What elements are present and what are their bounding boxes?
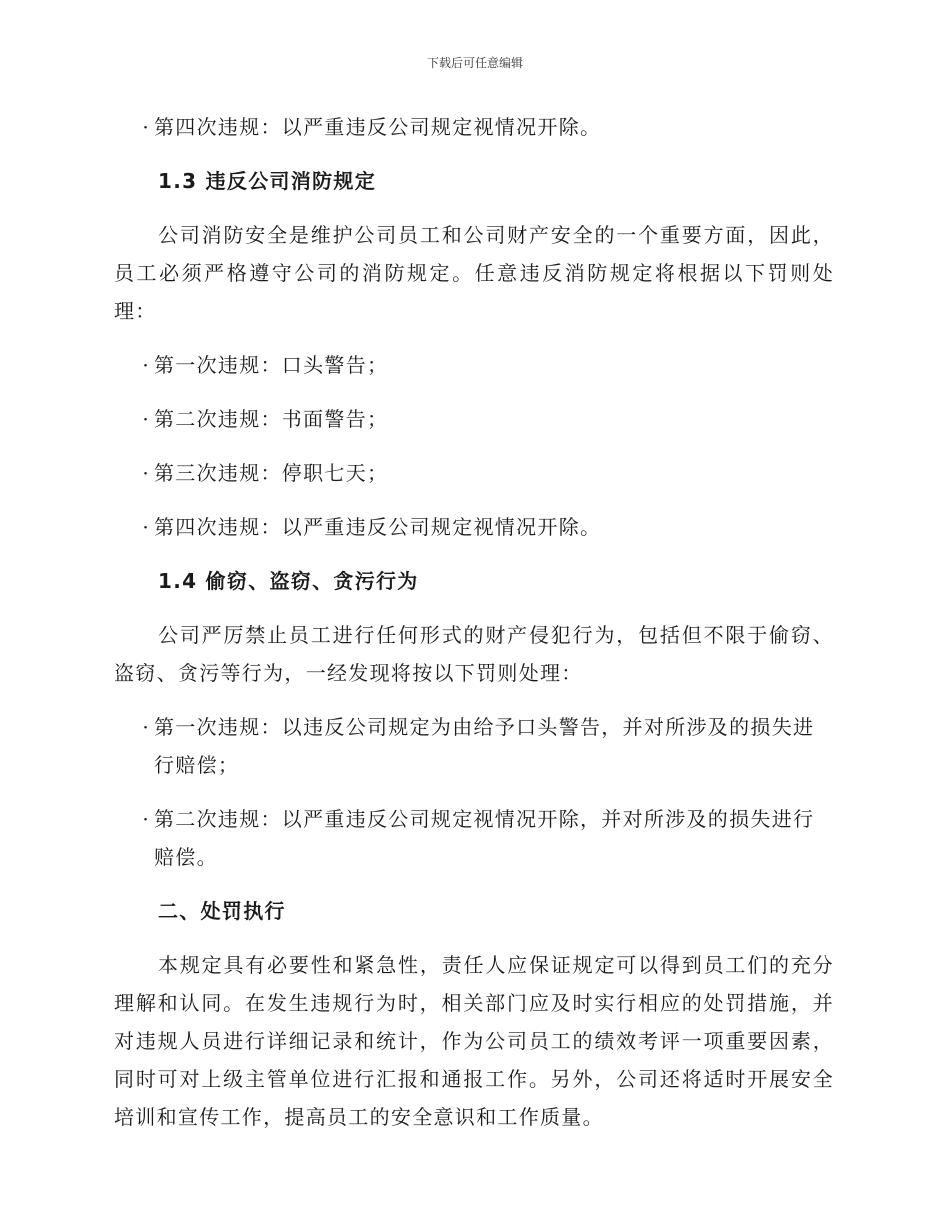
list-item bbox=[114, 454, 834, 492]
paragraph: 公司消防安全是维护公司员工和公司财产安全的一个重要方面，因此，员工必须严格遵守公司的消防规定。任意违反消防规定将根据以下罚则处理： bbox=[114, 223, 834, 323]
section-heading-1-4: 1.4 偷窃、盗窃、贪污行为 bbox=[158, 569, 419, 593]
list-item bbox=[114, 346, 834, 384]
bullet-dot-icon: · bbox=[142, 461, 150, 485]
list-item-text: 第一次违规：口头警告； bbox=[154, 353, 389, 377]
bullet-dot-icon: · bbox=[142, 515, 150, 539]
paragraph: 公司严厉禁止员工进行任何形式的财产侵犯行为，包括但不限于偷窃、盗窃、贪污等行为，一经发现将按以下罚则处理： bbox=[114, 623, 834, 685]
list-item bbox=[114, 508, 834, 546]
section-heading-2: 二、处罚执行 bbox=[158, 899, 286, 923]
list-item bbox=[114, 108, 834, 146]
bullet-dot-icon: · bbox=[142, 353, 150, 377]
list-item bbox=[114, 400, 834, 438]
list-item-text: 第一次违规：以违反公司规定为由给予口头警告，并对所涉及的损失进行赔偿； bbox=[154, 715, 815, 777]
bullet-dot-icon: · bbox=[142, 115, 150, 139]
list-item-text: 第四次违规：以严重违反公司规定视情况开除。 bbox=[154, 115, 602, 139]
section-heading-1-3: 1.3 违反公司消防规定 bbox=[158, 169, 376, 193]
page-header: 下载后可任意编辑 bbox=[426, 56, 523, 70]
list-item bbox=[114, 800, 834, 876]
list-item-text: 第二次违规：以严重违反公司规定视情况开除，并对所涉及的损失进行赔偿。 bbox=[154, 807, 815, 869]
list-item-text: 第二次违规：书面警告； bbox=[154, 407, 389, 431]
document-body bbox=[114, 108, 834, 1152]
list-item-text: 第三次违规：停职七天； bbox=[154, 461, 389, 485]
bullet-dot-icon: · bbox=[142, 807, 150, 831]
bullet-dot-icon: · bbox=[142, 407, 150, 431]
bullet-dot-icon: · bbox=[142, 715, 150, 739]
list-item-text: 第四次违规：以严重违反公司规定视情况开除。 bbox=[154, 515, 602, 539]
paragraph: 本规定具有必要性和紧急性，责任人应保证规定可以得到员工们的充分理解和认同。在发生违规行为时，相关部门应及时实行相应的处罚措施，并对违规人员进行详细记录和统计，作为公司员工的绩效考评一项重要因素，同时可对上级主管单位进行汇报和通报工作。另外，公司还将适时开展安全培训和宣传工作，提高员工的安全意识和工作质量。 bbox=[114, 953, 834, 1129]
list-item bbox=[114, 708, 834, 784]
